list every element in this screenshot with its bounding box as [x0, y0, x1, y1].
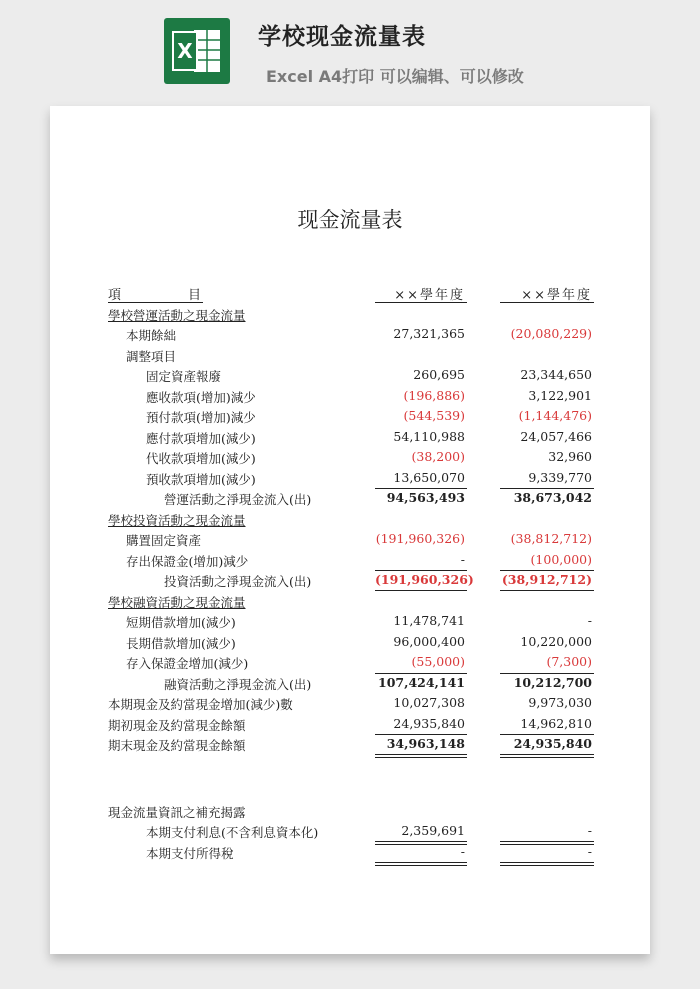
value-year-1: (38,200) — [411, 449, 465, 464]
row-label: 融資活動之淨現金流入(出) — [164, 677, 312, 692]
svg-text:X: X — [177, 39, 193, 63]
table-row — [50, 529, 650, 549]
row-label: 存入保證金增加(減少) — [126, 656, 249, 671]
value-year-1: 11,478,741 — [393, 613, 465, 628]
row-label: 本期支付利息(不含利息資本化) — [146, 825, 319, 840]
table-row — [50, 447, 650, 467]
table-row — [50, 652, 650, 672]
double-rule — [375, 841, 467, 845]
value-year-1: 34,963,148 — [386, 736, 465, 751]
total-rule — [500, 673, 594, 674]
table-row — [50, 632, 650, 652]
table-row — [50, 427, 650, 447]
col-year-2: ××學年度 — [521, 288, 592, 303]
header-underline — [500, 302, 594, 303]
value-year-2: (38,912,712) — [501, 572, 592, 587]
header-underline — [375, 302, 467, 303]
row-label: 本期餘絀 — [126, 328, 177, 343]
row-label: 預收款項增加(減少) — [146, 472, 256, 487]
value-year-2: - — [587, 613, 592, 628]
row-label: 調整項目 — [126, 349, 177, 364]
table-row — [50, 821, 650, 841]
table-row — [50, 714, 650, 734]
excel-icon — [164, 18, 230, 84]
total-rule — [500, 734, 594, 735]
value-year-2: 10,220,000 — [520, 634, 592, 649]
table-row — [50, 488, 650, 508]
value-year-2: 24,057,466 — [520, 429, 592, 444]
value-year-1: (196,886) — [403, 388, 465, 403]
value-year-2: 38,673,042 — [513, 490, 592, 505]
total-rule — [500, 488, 594, 489]
col-item-2: 目 — [188, 288, 204, 303]
value-year-2: 32,960 — [548, 449, 592, 464]
row-label: 長期借款增加(減少) — [126, 636, 236, 651]
value-year-1: 260,695 — [413, 367, 465, 382]
row-label: 代收款項增加(減少) — [146, 451, 256, 466]
row-label: 應收款項(增加)減少 — [146, 390, 256, 405]
row-label: 營運活動之淨現金流入(出) — [164, 492, 312, 507]
total-rule — [375, 488, 467, 489]
row-label: 現金流量資訊之補充揭露 — [108, 805, 246, 820]
table-row — [50, 801, 650, 821]
value-year-2: 23,344,650 — [520, 367, 592, 382]
row-label: 應付款項增加(減少) — [146, 431, 256, 446]
table-row — [50, 734, 650, 754]
value-year-1: (544,539) — [403, 408, 465, 423]
table-row — [50, 550, 650, 570]
table-row — [50, 591, 650, 611]
row-label: 存出保證金(增加)減少 — [126, 554, 249, 569]
double-rule — [375, 754, 467, 758]
table-row — [50, 509, 650, 529]
value-year-1: 27,321,365 — [393, 326, 465, 341]
table-row — [50, 345, 650, 365]
row-label: 學校營運活動之現金流量 — [108, 308, 246, 323]
table-row — [50, 324, 650, 344]
value-year-2: 14,962,810 — [520, 716, 592, 731]
table-row — [50, 304, 650, 324]
value-year-2: 10,212,700 — [513, 675, 592, 690]
header — [0, 0, 700, 105]
value-year-2: - — [587, 823, 592, 838]
table-row — [50, 693, 650, 713]
row-label: 購置固定資產 — [126, 533, 202, 548]
total-rule — [375, 570, 467, 571]
table-row — [50, 406, 650, 426]
value-year-1: 94,563,493 — [386, 490, 465, 505]
value-year-1: (191,960,326) — [375, 531, 465, 546]
table-row — [50, 365, 650, 385]
value-year-1: 24,935,840 — [393, 716, 465, 731]
value-year-1: - — [460, 552, 465, 567]
col-year-1: ××學年度 — [394, 288, 465, 303]
table-row — [50, 673, 650, 693]
table-row — [50, 842, 650, 862]
row-label: 固定資產報廢 — [146, 369, 222, 384]
document-title: 现金流量表 — [297, 208, 403, 232]
value-year-2: 24,935,840 — [513, 736, 592, 751]
double-rule — [500, 841, 594, 845]
value-year-1: (55,000) — [411, 654, 465, 669]
value-year-1: (191,960,326) — [375, 572, 474, 587]
total-rule — [500, 570, 594, 571]
value-year-2: - — [587, 844, 592, 859]
header-underline — [108, 302, 203, 303]
table-row — [50, 570, 650, 590]
value-year-2: (1,144,476) — [518, 408, 592, 423]
double-rule — [500, 862, 594, 866]
row-label: 學校投資活動之現金流量 — [108, 513, 246, 528]
total-rule — [375, 673, 467, 674]
row-label: 學校融資活動之現金流量 — [108, 595, 246, 610]
col-item-1: 項 — [108, 288, 124, 303]
total-rule — [375, 734, 467, 735]
double-rule — [375, 862, 467, 866]
value-year-2: (20,080,229) — [510, 326, 592, 341]
table-row — [50, 468, 650, 488]
value-year-1: 96,000,400 — [393, 634, 465, 649]
double-rule — [500, 754, 594, 758]
value-year-1: 107,424,141 — [378, 675, 465, 690]
value-year-2: 3,122,901 — [528, 388, 592, 403]
row-label: 期初現金及約當現金餘額 — [108, 718, 246, 733]
value-year-1: 13,650,070 — [393, 470, 465, 485]
row-label: 本期支付所得稅 — [146, 846, 234, 861]
row-label: 預付款項(增加)減少 — [146, 410, 256, 425]
app-title: 学校现金流量表 — [258, 24, 426, 50]
value-year-2: 9,973,030 — [528, 695, 592, 710]
value-year-2: 9,339,770 — [528, 470, 592, 485]
row-label: 期末現金及約當現金餘額 — [108, 738, 246, 753]
table-row — [50, 386, 650, 406]
row-label: 短期借款增加(減少) — [126, 615, 236, 630]
value-year-1: - — [460, 844, 465, 859]
value-year-2: (7,300) — [546, 654, 592, 669]
app-subtitle: Excel A4打印 可以编辑、可以修改 — [266, 67, 524, 86]
value-year-1: 10,027,308 — [393, 695, 465, 710]
table-row — [50, 611, 650, 631]
value-year-1: 2,359,691 — [401, 823, 465, 838]
row-label: 投資活動之淨現金流入(出) — [164, 574, 312, 589]
document-sheet — [50, 106, 650, 954]
value-year-1: 54,110,988 — [393, 429, 465, 444]
row-label: 本期現金及約當現金增加(減少)數 — [108, 697, 293, 712]
table-header — [50, 284, 650, 304]
value-year-2: (100,000) — [530, 552, 592, 567]
value-year-2: (38,812,712) — [510, 531, 592, 546]
